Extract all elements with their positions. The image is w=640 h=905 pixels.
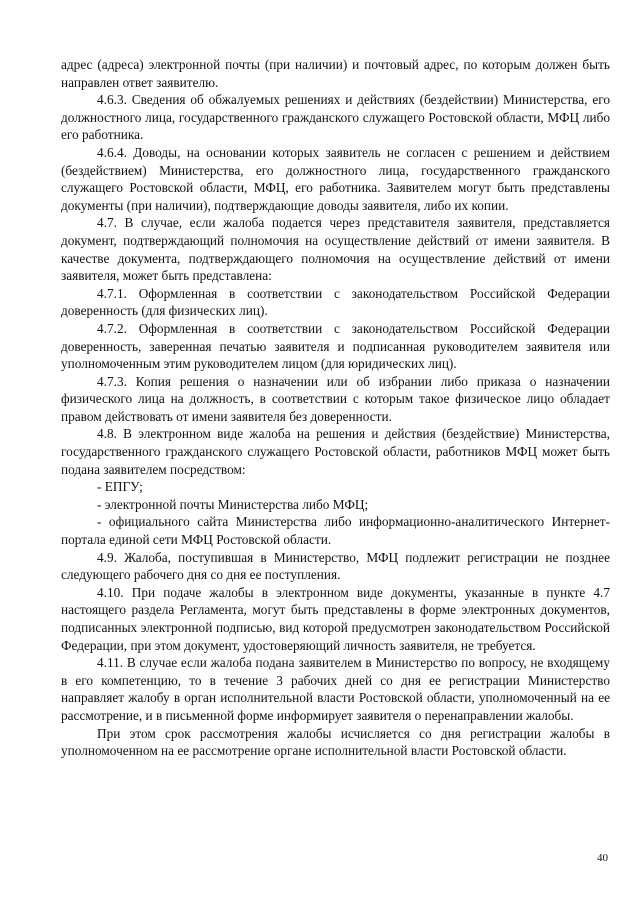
list-item-email: - электронной почты Министерства либо МФЦ; — [97, 496, 369, 512]
paragraph-4-11: 4.11. В случае если жалоба подана заявителем в Министерство по вопросу, не входящему в его компетенцию, то в течение 3 рабочих дней со дня ее регистрации Министерство направляет жалобу в орган исполнительной власти Ростовской области, уполномоченный на ее рассмотрение, и в письменной форме информирует заявителя о перенаправлении жалобы. — [61, 655, 610, 723]
paragraph-4-6-3: 4.6.3. Сведения об обжалуемых решениях и действиях (бездействии) Министерства, его должностного лица, государственного гражданского служащего Ростовской области, МФЦ либо его работника. — [61, 92, 610, 143]
paragraph-4-7: 4.7. В случае, если жалоба подается через представителя заявителя, представляется документ, подтверждающий полномочия на осуществление действий от имени заявителя. В качестве документа, подтверждающего полномочия на осуществление действий от имени заявителя, может быть представлена: — [61, 215, 610, 284]
paragraph-4-7-1: 4.7.1. Оформленная в соответствии с законодательством Российской Федерации доверенность (для физических лиц). — [61, 285, 610, 319]
paragraph-review-term: При этом срок рассмотрения жалобы исчисляется со дня регистрации жалобы в уполномоченном на ее рассмотрение органе исполнительной власти Ростовской области. — [61, 725, 610, 759]
paragraph-4-10: 4.10. При подаче жалобы в электронном виде документы, указанные в пункте 4.7 настоящего раздела Регламента, могут быть представлены в форме электронных документов, подписанных электронной подписью, вид которой предусмотрен законодательством Российской Федерации, при этом документ, удостоверяющий личность заявителя, не требуется. — [61, 584, 610, 653]
list-item-website: - официального сайта Министерства либо информационно-аналитического Интернет-портала единой сети МФЦ Ростовской области. — [61, 514, 610, 548]
page-number: 40 — [597, 852, 608, 864]
page-body — [61, 56, 610, 760]
paragraph-4-9: 4.9. Жалоба, поступившая в Министерство, МФЦ подлежит регистрации не позднее следующего рабочего дня со дня ее поступления. — [61, 549, 610, 583]
paragraph-4-6-4: 4.6.4. Доводы, на основании которых заявитель не согласен с решением и действием (бездействием) Министерства, его должностного лица, государственного гражданского служащего Ростовской области, МФЦ, его работника. Заявителем могут быть представлены документы (при наличии), подтверждающие доводы заявителя, либо их копии. — [61, 144, 610, 213]
paragraph-4-8: 4.8. В электронном виде жалоба на решения и действия (бездействие) Министерства, государственного гражданского служащего Ростовской области, работников МФЦ может быть подана заявителем посредством: — [61, 426, 610, 477]
list-item-epgu: - ЕПГУ; — [97, 479, 143, 495]
paragraph-4-7-3: 4.7.3. Копия решения о назначении или об избрании либо приказа о назначении физического лица на должность, в соответствии с которым такое физическое лицо обладает правом действовать от имени заявителя без доверенности. — [61, 373, 610, 424]
paragraph-continuation: адрес (адреса) электронной почты (при наличии) и почтовый адрес, по которым должен быть направлен ответ заявителю. — [61, 57, 610, 90]
paragraph-4-7-2: 4.7.2. Оформленная в соответствии с законодательством Российской Федерации доверенность, заверенная печатью заявителя и подписанная руководителем заявителя или уполномоченным этим руководителем лицом (для юридических лиц). — [61, 320, 610, 372]
